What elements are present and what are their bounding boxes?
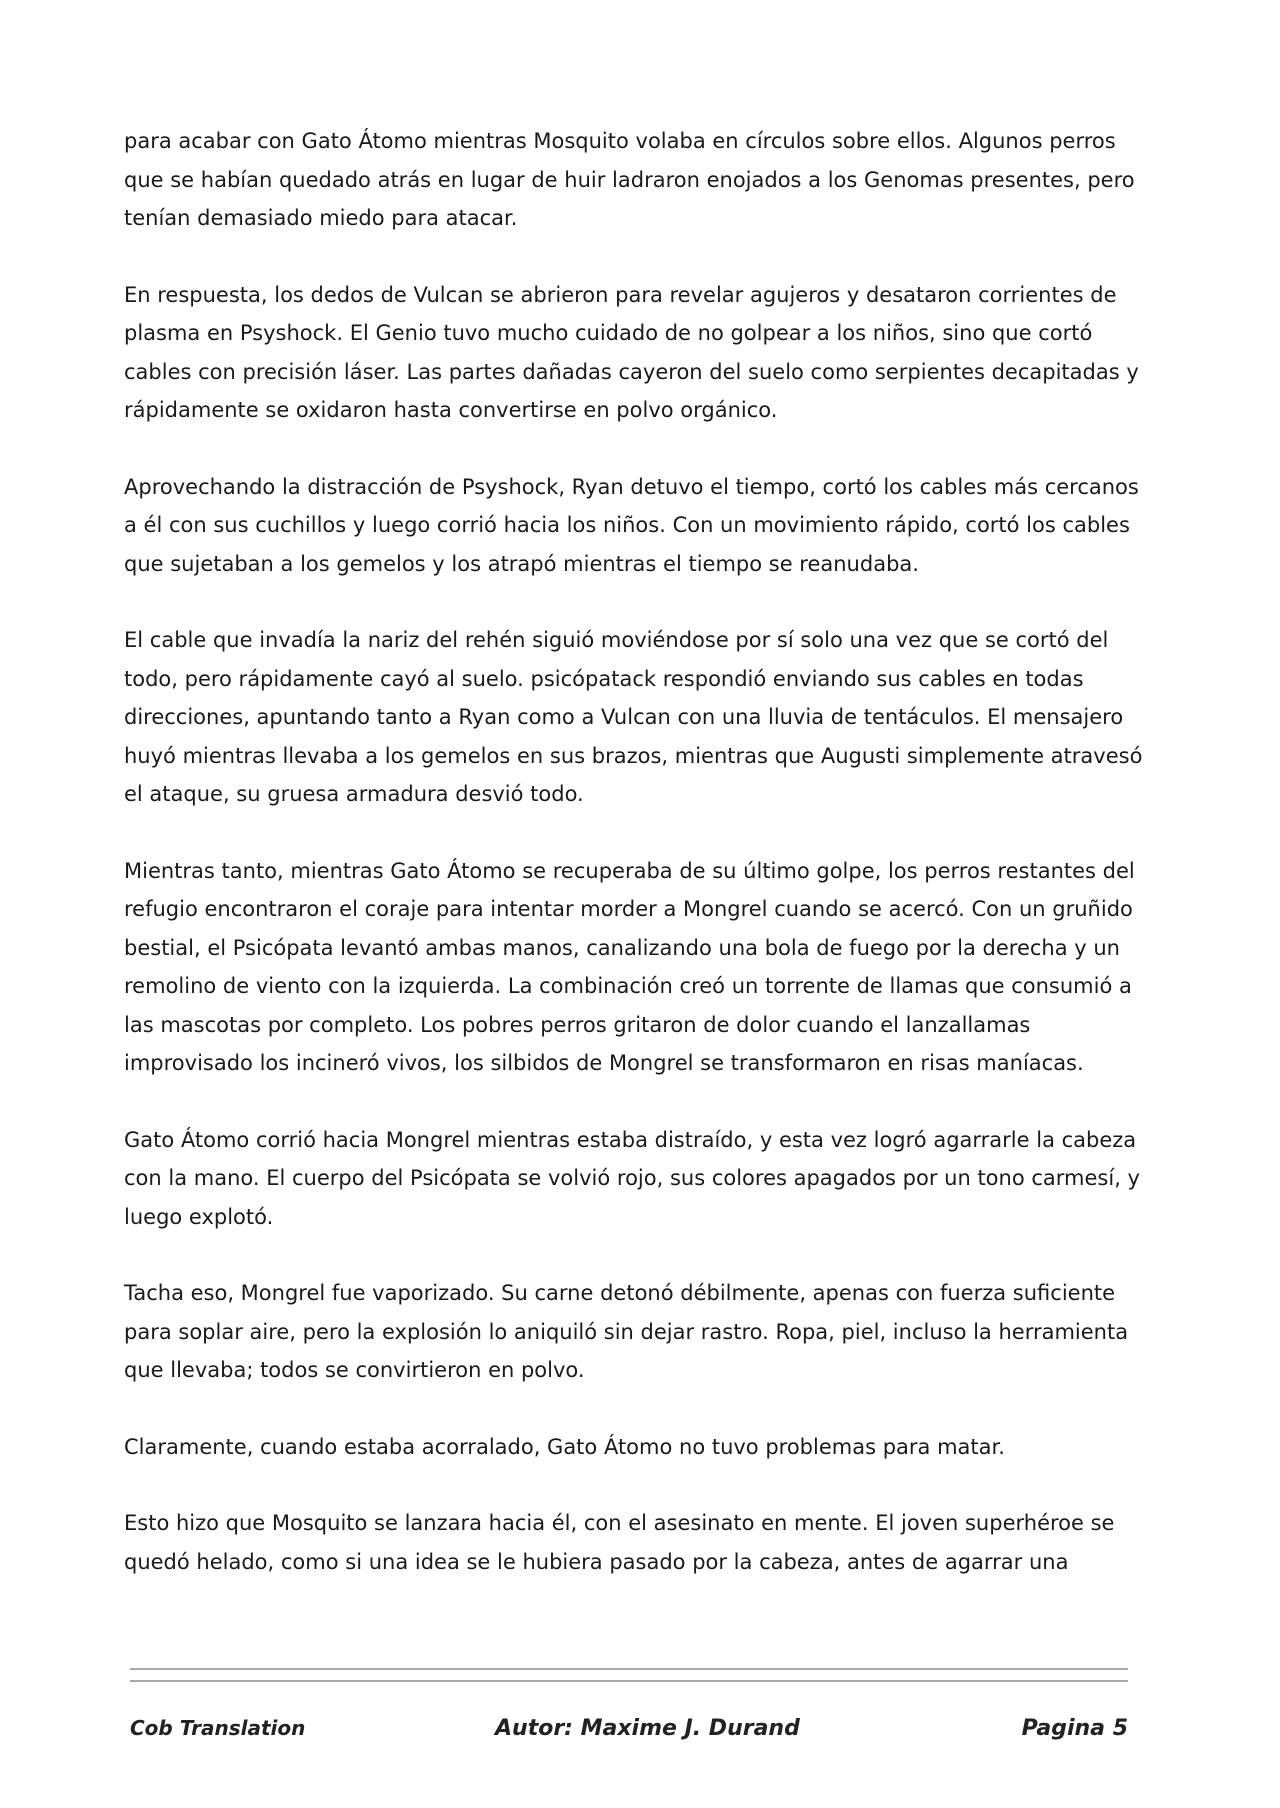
footer-page-number: Pagina 5 xyxy=(1021,1716,1128,1741)
paragraph: para acabar con Gato Átomo mientras Mosquito volaba en círculos sobre ellos. Algunos perros que se habían quedado atrás en lugar de huir ladraron enojados a los Genomas presentes, pero tenían demasiado miedo para atacar. xyxy=(124,129,1135,230)
paragraph: Gato Átomo corrió hacia Mongrel mientras estaba distraído, y esta vez logró agarrarle la cabeza con la mano. El cuerpo del Psicópata se volvió rojo, sus colores apagados por un tono carmesí, y luego explotó. xyxy=(124,1127,1140,1229)
footer-rule-top xyxy=(130,1668,1128,1670)
page-footer xyxy=(130,1716,1128,1748)
footer-divider xyxy=(130,1668,1128,1692)
paragraph: El cable que invadía la nariz del rehén siguió moviéndose por sí solo una vez que se cortó del todo, pero rápidamente cayó al suelo. psicópatack respondió enviando sus cables en todas direcciones, apuntando tanto a Ryan como a Vulcan con una lluvia de tentáculos. El mensajero huyó mientras llevaba a los gemelos en sus brazos, mientras que Augusti simplemente atravesó el ataque, su gruesa armadura desvió todo. xyxy=(124,628,1143,806)
paragraph: Esto hizo que Mosquito se lanzara hacia él, con el asesinato en mente. El joven superhéroe se quedó helado, como si una idea se le hubiera pasado por la cabeza, antes de agarrar una xyxy=(124,1511,1115,1574)
footer-author: Autor: Maxime J. Durand xyxy=(495,1716,800,1741)
paragraph: Tacha eso, Mongrel fue vaporizado. Su carne detonó débilmente, apenas con fuerza suficiente para soplar aire, pero la explosión lo aniquiló sin dejar rastro. Ropa, piel, incluso la herramienta que llevaba; todos se convirtieron en polvo. xyxy=(124,1281,1129,1382)
footer-rule-bottom xyxy=(130,1680,1128,1682)
paragraph: Mientras tanto, mientras Gato Átomo se recuperaba de su último golpe, los perros restantes del refugio encontraron el coraje para intentar morder a Mongrel cuando se acercó. Con un gruñido bestial, el Psicópata levantó ambas manos, canalizando una bola de fuego por la derecha y un remolino de viento con la izquierda. La combinación creó un torrente de llamas que consumió a las mascotas por completo. Los pobres perros gritaron de dolor cuando el lanzallamas improvisado los incineró vivos, los silbidos de Mongrel se transformaron en risas maníacas. xyxy=(124,858,1135,1075)
footer-translator: Cob Translation xyxy=(130,1716,306,1740)
paragraph: Aprovechando la distracción de Psyshock, Ryan detuvo el tiempo, cortó los cables más cercanos a él con sus cuchillos y luego corrió hacia los niños. Con un movimiento rápido, cortó los cables que sujetaban a los gemelos y los atrapó mientras el tiempo se reanudaba. xyxy=(124,474,1139,576)
paragraph: En respuesta, los dedos de Vulcan se abrieron para revelar agujeros y desataron corrientes de plasma en Psyshock. El Genio tuvo mucho cuidado de no golpear a los niños, sino que cortó cables con precisión láser. Las partes dañadas cayeron del suelo como serpientes decapitadas y rápidamente se oxidaron hasta convertirse en polvo orgánico. xyxy=(124,282,1139,422)
paragraph: Claramente, cuando estaba acorralado, Gato Átomo no tuvo problemas para matar. xyxy=(124,1434,1005,1459)
body-text xyxy=(124,122,1158,1619)
